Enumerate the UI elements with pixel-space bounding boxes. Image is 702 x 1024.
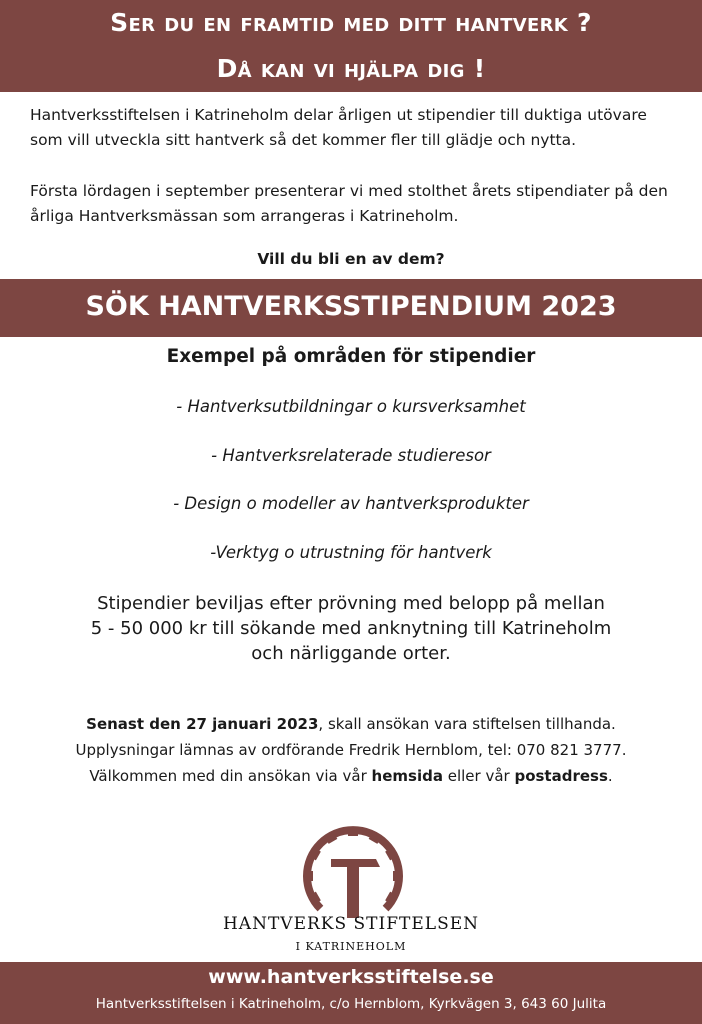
examples-title: Exempel på områden för stipendier [166, 346, 536, 367]
example-item: - Hantverksrelaterade studieresor [211, 446, 491, 465]
logo-subtitle: I KATRINEHOLM [295, 940, 407, 953]
intro-paragraph-2: Första lördagen i september presenterar vi med stolthet årets stipendiater på den årliga Hantverksmässan som arrangeras i Katrineholm. [30, 182, 668, 225]
contact-line: Upplysningar lämnas av ordförande Fredrik Hernblom, tel: 070 821 3777. [75, 741, 627, 759]
footer-address: Hantverksstiftelsen i Katrineholm, c/o Hernblom, Kyrkvägen 3, 643 60 Julita [95, 996, 607, 1012]
grant-line-1: Stipendier beviljas efter prövning med belopp på mellan [97, 593, 605, 614]
gear-hammer-logo-icon [296, 826, 410, 918]
grant-line-2: 5 - 50 000 kr till sökande med anknytning till Katrineholm [90, 618, 612, 639]
grant-info [0, 591, 702, 666]
banner-title: SÖK HANTVERKSSTIPENDIUM 2023 [85, 291, 617, 322]
application-info [0, 711, 702, 789]
deadline-date: Senast den 27 januari 2023 [86, 715, 319, 733]
postal-address-link[interactable]: postadress [514, 767, 608, 785]
welcome-text-end: . [607, 767, 613, 785]
deadline-line [0, 711, 702, 737]
example-item: - Design o modeller av hantverksprodukter [173, 494, 529, 513]
example-item: -Verktyg o utrustning för hantverk [210, 543, 492, 562]
title-banner [0, 279, 702, 337]
intro-paragraph-1: Hantverksstiftelsen i Katrineholm delar årligen ut stipendier till duktiga utövare som vill utveckla sitt hantverk så det kommer fler till glädje och nytta. [30, 106, 647, 149]
header-line-1: Ser du en framtid med ditt hantverk ? [110, 8, 592, 37]
header-line-2: Då kan vi hjälpa dig ! [216, 54, 486, 83]
intro-question: Vill du bli en av dem? [257, 250, 445, 268]
welcome-text: Välkommen med din ansökan via vår [89, 767, 372, 785]
example-item: - Hantverksutbildningar o kursverksamhet [176, 397, 526, 416]
welcome-line [0, 763, 702, 789]
website-link[interactable]: hemsida [371, 767, 443, 785]
welcome-text-mid: eller vår [442, 767, 515, 785]
header-banner [0, 0, 702, 92]
logo-name: HANTVERKS STIFTELSEN [222, 914, 480, 934]
footer-website-link[interactable]: www.hantverksstiftelse.se [208, 966, 494, 988]
intro-text [30, 103, 680, 255]
footer-banner [0, 962, 702, 1024]
grant-line-3: och närliggande orter. [251, 643, 451, 664]
deadline-text: , skall ansökan vara stiftelsen tillhanda. [318, 715, 616, 733]
